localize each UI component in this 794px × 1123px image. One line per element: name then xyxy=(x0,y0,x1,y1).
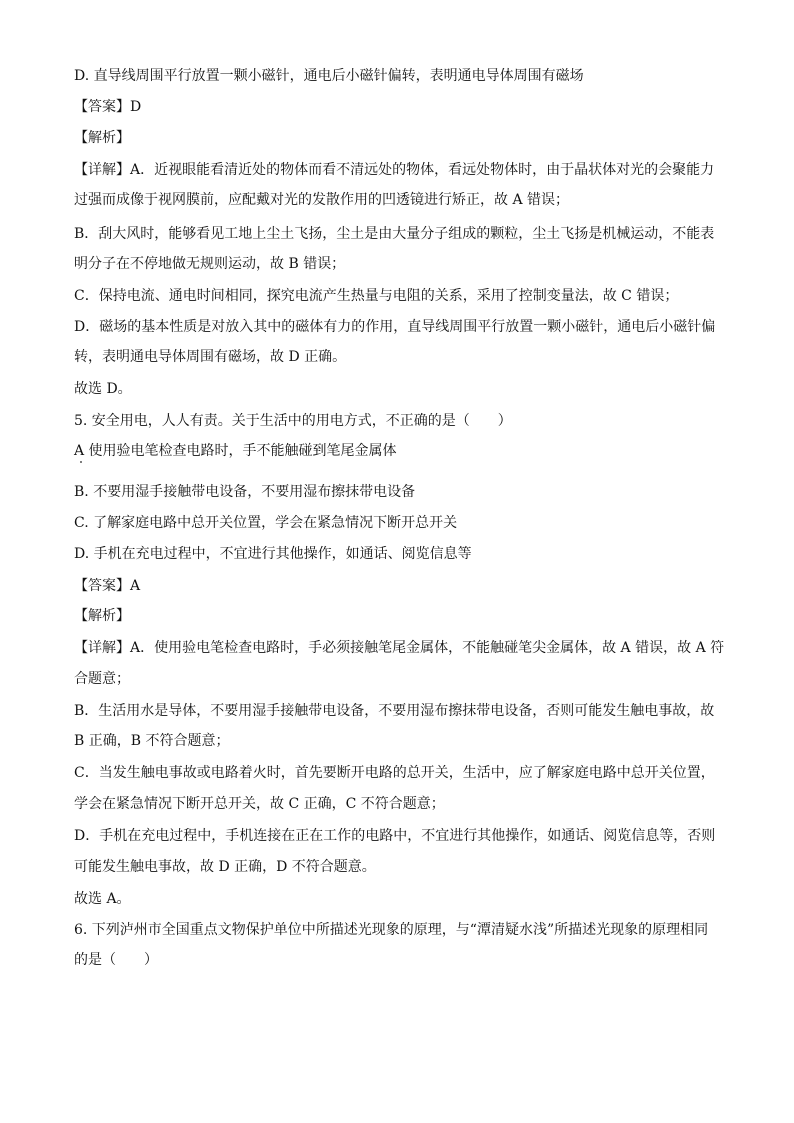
question-6-stem: 6. 下列泸州市全国重点文物保护单位中所描述光现象的原理，与“潭清疑水浅”所描述光现象的原理相同 xyxy=(74,922,709,938)
question-6-stem-cont: 的是（ ） xyxy=(74,952,158,968)
question-5-option-c: C. 了解家庭电路中总开关位置，学会在紧急情况下断开总开关 xyxy=(74,515,458,531)
stray-dot xyxy=(80,461,82,463)
answer-label: 【答案】A xyxy=(74,578,141,594)
conclusion-line: 故选 D。 xyxy=(74,381,132,397)
detail-line: B 正确，B 不符合题意； xyxy=(74,733,230,749)
detail-line: 【详解】A．近视眼能看清近处的物体而看不清远处的物体，看远处物体时，由于晶状体对光的会聚能力 xyxy=(74,162,715,178)
detail-line: D．手机在充电过程中，手机连接在正在工作的电路中，不宜进行其他操作，如通话、阅览信息等，否则 xyxy=(74,828,716,844)
conclusion-line: 故选 A。 xyxy=(74,891,131,907)
detail-line: D．磁场的基本性质是对放入其中的磁体有力的作用，直导线周围平行放置一颗小磁针，通电后小磁针偏 xyxy=(74,319,716,335)
detail-line: 合题意； xyxy=(74,671,130,687)
detail-line: B．刮大风时，能够看见工地上尘土飞扬，尘土是由大量分子组成的颗粒，尘土飞扬是机械运动，不能表 xyxy=(74,226,715,242)
question-5-stem: 5. 安全用电，人人有责。关于生活中的用电方式，不正确的是（ ） xyxy=(74,413,512,429)
detail-line: 明分子在不停地做无规则运动，故 B 错误； xyxy=(74,256,346,272)
detail-line: 转，表明通电导体周围有磁场，故 D 正确。 xyxy=(74,349,347,365)
analysis-label: 【解析】 xyxy=(74,130,130,146)
detail-line: C．保持电流、通电时间相同，探究电流产生热量与电阻的关系，采用了控制变量法，故 C 错误； xyxy=(74,288,679,304)
question-5-option-b: B. 不要用湿手接触带电设备，不要用湿布擦抹带电设备 xyxy=(74,484,416,500)
option-d-prev-question: D. 直导线周围平行放置一颗小磁针，通电后小磁针偏转，表明通电导体周围有磁场 xyxy=(74,68,584,84)
detail-line: 【详解】A．使用验电笔检查电路时，手必须接触笔尾金属体，不能触碰笔尖金属体，故 A 错误，故 A 符 xyxy=(74,640,725,656)
answer-label: 【答案】D xyxy=(74,99,142,115)
detail-line: 可能发生触电事故，故 D 正确，D 不符合题意。 xyxy=(74,859,376,875)
detail-line: 过强而成像于视网膜前，应配戴对光的发散作用的凹透镜进行矫正，故 A 错误； xyxy=(74,192,570,208)
question-5-option-a: A 使用验电笔检查电路时，手不能触碰到笔尾金属体 xyxy=(74,443,397,459)
analysis-label: 【解析】 xyxy=(74,608,130,624)
detail-line: B．生活用水是导体，不要用湿手接触带电设备，不要用湿布擦抹带电设备，否则可能发生触电事故，故 xyxy=(74,703,715,719)
detail-line: 学会在紧急情况下断开总开关，故 C 正确，C 不符合题意； xyxy=(74,796,445,812)
question-5-option-d: D. 手机在充电过程中，不宜进行其他操作，如通话、阅览信息等 xyxy=(74,546,472,562)
detail-line: C．当发生触电事故或电路着火时，首先要断开电路的总开关，生活中，应了解家庭电路中总开关位置， xyxy=(74,765,715,781)
